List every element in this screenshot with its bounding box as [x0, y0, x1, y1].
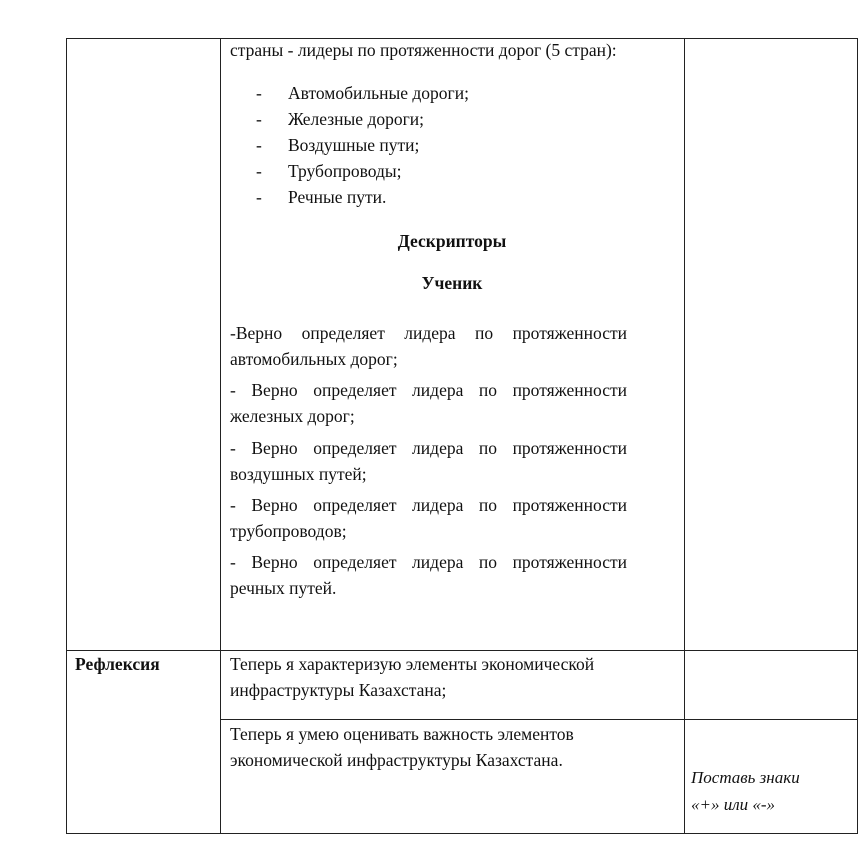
reflection-note-line: Поставь знаки [691, 768, 800, 787]
reflection-statement-2-line-2: экономической инфраструктуры Казахстана. [230, 750, 563, 770]
reflection-statement-1-line-2: инфраструктуры Казахстана; [230, 680, 447, 700]
list-dash: - [256, 109, 262, 129]
table-border-left [66, 38, 67, 834]
countries-intro-text: страны - лидеры по протяженности дорог (5 стран): [230, 40, 617, 60]
list-item [256, 132, 469, 158]
table-subrow-divider [220, 719, 858, 720]
reflection-note-line: «+» или «-» [691, 795, 776, 814]
list-item-text: Речные пути. [288, 187, 387, 207]
descriptor-line: -Верно определяет лидера по протяженности [230, 323, 627, 343]
reflection-statement-2-line-1: Теперь я умею оценивать важность элементов [230, 724, 574, 744]
reflection-note [691, 764, 800, 818]
reflection-statement-1-line-1: Теперь я характеризую элементы экономической [230, 654, 595, 674]
list-item-text: Трубопроводы; [288, 161, 402, 181]
list-item-text: Железные дороги; [288, 109, 425, 129]
table-column-divider-2 [684, 38, 685, 834]
descriptor-item [230, 320, 627, 372]
descriptor-line: речных путей. [230, 578, 337, 598]
list-item [256, 158, 469, 184]
list-dash: - [256, 187, 262, 207]
descriptor-line: железных дорог; [230, 406, 355, 426]
table-border-bottom [66, 833, 858, 834]
list-item-text: Воздушные пути; [288, 135, 420, 155]
descriptors-heading: Дескрипторы [397, 231, 507, 251]
road-types-list [256, 80, 469, 210]
descriptor-line: - Верно определяет лидера по протяженности [230, 495, 627, 515]
table-column-divider-1 [220, 38, 221, 834]
list-dash: - [256, 83, 262, 103]
descriptor-line: воздушных путей; [230, 464, 367, 484]
descriptor-line: трубопроводов; [230, 521, 347, 541]
list-item [256, 184, 469, 210]
list-item [256, 80, 469, 106]
descriptor-line: - Верно определяет лидера по протяженности [230, 552, 627, 572]
descriptor-item [230, 377, 627, 429]
reflection-label: Рефлексия [75, 654, 160, 674]
descriptor-item [230, 435, 627, 487]
descriptor-item [230, 492, 627, 544]
descriptor-line: - Верно определяет лидера по протяженности [230, 380, 627, 400]
list-dash: - [256, 135, 262, 155]
descriptor-item [230, 549, 627, 601]
descriptor-line: - Верно определяет лидера по протяженности [230, 438, 627, 458]
descriptor-line: автомобильных дорог; [230, 349, 398, 369]
table-border-right [857, 38, 858, 834]
student-heading: Ученик [421, 273, 483, 293]
list-dash: - [256, 161, 262, 181]
list-item [256, 106, 469, 132]
list-item-text: Автомобильные дороги; [288, 83, 469, 103]
